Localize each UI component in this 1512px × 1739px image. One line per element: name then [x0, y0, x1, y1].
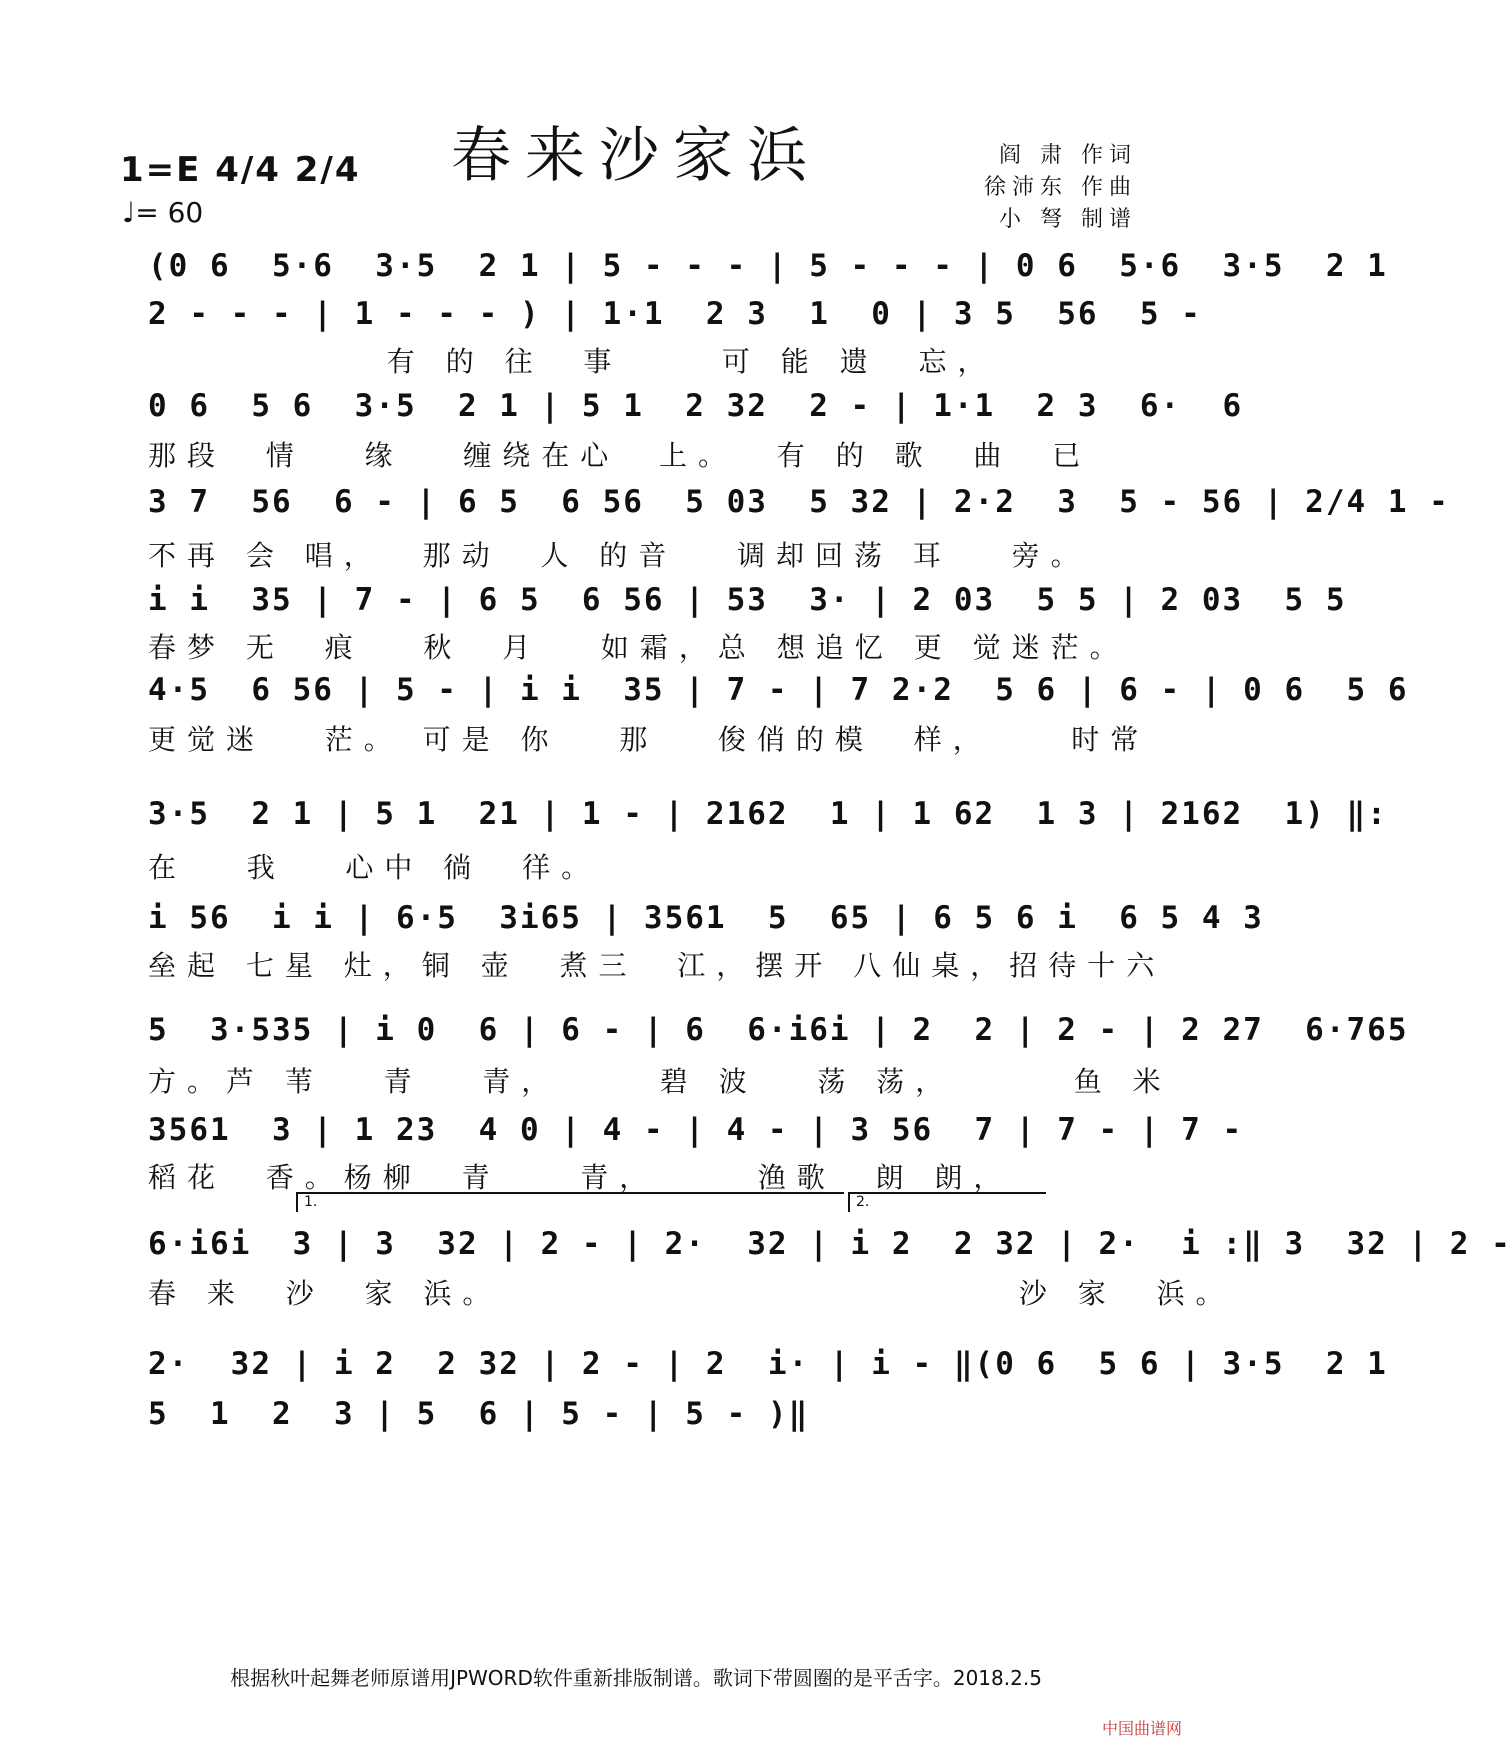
lyrics-row-10: 稻花 香。杨柳 青 青， 渔歌 朗 朗， [148, 1161, 1013, 1194]
notation-row-13: 5 1 2 3 | 5 6 | 5 - | 5 - )‖ [148, 1396, 810, 1432]
notation-row-1: (0 6 5·6 3·5 2 1 | 5 - - - | 5 - - - | 0 6 5·6 3·5 2 1 [148, 248, 1388, 284]
page-title: 春来沙家浜 [451, 121, 821, 191]
notation-row-11: 6·i6i 3 | 3 32 | 2 - | 2· 32 | i 2 2 32 | 2· i :‖ 3 32 | 2 - [148, 1226, 1512, 1262]
notation-row-8: i 56 i i | 6·5 3i65 | 3561 5 65 | 6 5 6 i 6 5 4 3 [148, 900, 1264, 936]
lyrics-row-3: 那段 情 缘 缠绕在心 上。 有 的 歌 曲 已 [148, 439, 1092, 472]
lyrics-row-7: 在 我 心中 徜 徉。 [148, 851, 601, 884]
lyrics-row-8: 垒起 七星 灶，铜 壶 煮三 江，摆开 八仙桌，招待十六 [148, 949, 1166, 982]
second-ending-bracket: 2. [848, 1192, 1046, 1212]
notation-row-6: 4·5 6 56 | 5 - | i i 35 | 7 - | 7 2·2 5 6 | 6 - | 0 6 5 6 [148, 672, 1409, 708]
lyrics-row-4: 不再 会 唱， 那动 人 的音 调却回荡 耳 旁。 [148, 539, 1090, 572]
lyrics-row-11: 春 来 沙 家 浜。 沙 家 浜。 [148, 1277, 1235, 1310]
notation-row-10: 3561 3 | 1 23 4 0 | 4 - | 4 - | 3 56 7 | 7 - | 7 - [148, 1112, 1244, 1148]
lyrics-row-6: 更觉迷 茫。 可是 你 那 俊俏的模 样， 时常 [148, 723, 1150, 756]
composer-credit: 徐沛东 作曲 [984, 175, 1137, 200]
lyrics-row-5: 春梦 无 痕 秋 月 如霜，总 想追忆 更 觉迷茫。 [148, 631, 1129, 664]
notation-row-3: 0 6 5 6 3·5 2 1 | 5 1 2 32 2 - | 1·1 2 3 6· 6 [148, 388, 1244, 424]
credits [984, 140, 1137, 236]
notation-row-5: i i 35 | 7 - | 6 5 6 56 | 53 3· | 2 03 5 5 | 2 03 5 5 [148, 582, 1347, 618]
key-signature: 1=E 4/4 2/4 [120, 150, 361, 190]
notation-row-4: 3 7 56 6 - | 6 5 6 56 5 03 5 32 | 2·2 3 5 - 56 | 2/4 1 - [148, 484, 1450, 520]
lyrics-row-9: 方。芦 苇 青 青， 碧 波 荡 荡， 鱼 米 [148, 1065, 1172, 1098]
notation-row-9: 5 3·535 | i 0 6 | 6 - | 6 6·i6i | 2 2 | 2 - | 2 27 6·765 [148, 1012, 1409, 1048]
notation-row-12: 2· 32 | i 2 2 32 | 2 - | 2 i· | i - ‖(0 6 5 6 | 3·5 2 1 [148, 1346, 1388, 1382]
tempo-marking: ♩= 60 [122, 196, 204, 229]
site-watermark: 中国曲谱网 [1101, 1719, 1182, 1738]
notation-row-2: 2 - - - | 1 - - - ) | 1·1 2 3 1 0 | 3 5 56 5 - [148, 296, 1202, 332]
footer-note: 根据秋叶起舞老师原谱用JPWORD软件重新排版制谱。歌词下带圆圈的是平舌字。2018.2.5 [230, 1666, 1042, 1690]
lyrics-row-2: 有 的 往 事 可 能 遗 忘， [148, 345, 997, 378]
first-ending-bracket: 1. [296, 1192, 844, 1212]
arranger-credit: 小 弩 制谱 [999, 207, 1137, 232]
lyricist-credit: 阎 肃 作词 [999, 143, 1137, 168]
notation-row-7: 3·5 2 1 | 5 1 21 | 1 - | 2162 1 | 1 62 1 3 | 2162 1) ‖: [148, 796, 1388, 832]
